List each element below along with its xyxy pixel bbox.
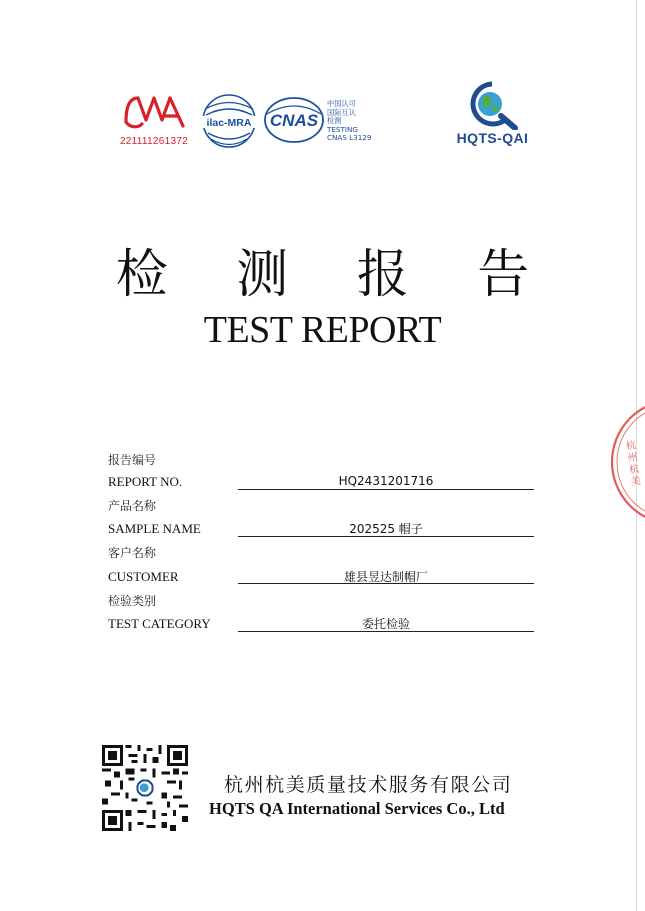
company-name-cn: 杭州杭美质量技术服务有限公司 xyxy=(224,774,513,796)
cnas-info-line: TESTING xyxy=(327,124,358,134)
seal-text: 杭州杭美 xyxy=(622,439,641,489)
test-category-label-cn: 检验类别 xyxy=(108,594,157,608)
qr-code-icon xyxy=(102,745,188,831)
cnas-info-line: CNAS L3129 xyxy=(327,133,372,143)
hqts-logo-text: HQTS-QAI xyxy=(456,130,529,146)
customer-label-en: CUSTOMER xyxy=(108,569,179,584)
report-no-underline xyxy=(238,489,534,490)
report-no-value: HQ2431201716 xyxy=(338,474,434,488)
customer-underline xyxy=(238,583,534,584)
cnas-info-line: 国际互认 xyxy=(327,107,356,117)
cnas-info-line: 中国认可 xyxy=(327,99,356,108)
svg-text:ilac-MRA: ilac-MRA xyxy=(206,117,252,129)
customer-label-cn: 客户名称 xyxy=(108,546,157,560)
report-title-cn: 检 测 报 告 xyxy=(115,245,556,305)
sample-name-underline xyxy=(238,536,534,537)
test-category-underline xyxy=(238,631,534,632)
sample-name-value: 202525 帽子 xyxy=(349,522,423,536)
report-no-label-en: REPORT NO. xyxy=(108,474,183,489)
cma-code: 221111261372 xyxy=(119,136,189,147)
cnas-info-line: 检测 xyxy=(327,116,342,126)
sample-name-label-cn: 产品名称 xyxy=(108,499,157,513)
svg-text:CNAS: CNAS xyxy=(269,111,319,130)
test-category-label-en: TEST CATEGORY xyxy=(108,616,211,631)
sample-name-label-en: SAMPLE NAME xyxy=(108,521,201,536)
report-no-label-cn: 报告编号 xyxy=(108,453,157,467)
company-name-en: HQTS QA International Services Co., Ltd xyxy=(209,799,505,818)
report-title-en: TEST REPORT xyxy=(203,309,442,351)
customer-value: 雄县昱达制帽厂 xyxy=(343,570,428,584)
test-category-value: 委托检验 xyxy=(361,617,410,631)
